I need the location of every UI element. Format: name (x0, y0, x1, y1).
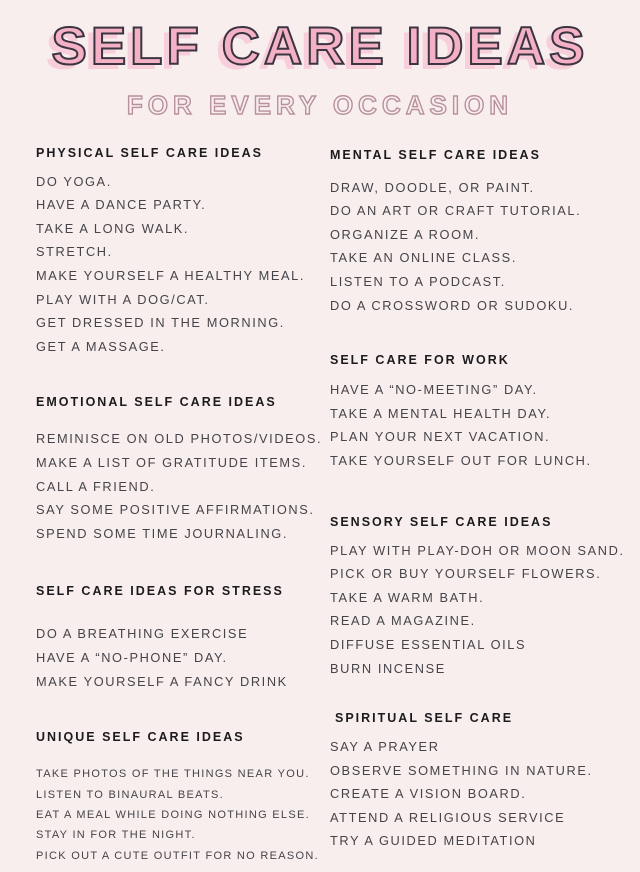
list-item: LISTEN TO BINAURAL BEATS. (36, 788, 224, 801)
page-title: SELF CARE IDEAS (51, 17, 589, 76)
column-left (36, 146, 330, 867)
list-item: TAKE PHOTOS OF THE THINGS NEAR YOU. (36, 768, 310, 781)
columns (0, 146, 640, 867)
section-items (36, 764, 330, 866)
list-item: SAY A PRAYER (330, 739, 440, 755)
section-items (330, 539, 625, 681)
list-item: MAKE A LIST OF GRATITUDE ITEMS. (36, 454, 307, 470)
list-item: HAVE A “NO-PHONE” DAY. (36, 649, 228, 665)
section-title: EMOTIONAL SELF CARE IDEAS (36, 395, 277, 410)
list-item: STRETCH. (36, 244, 113, 260)
list-item: LISTEN TO A PODCAST. (330, 273, 506, 289)
section-items (36, 427, 330, 545)
section (330, 711, 625, 853)
list-item: TAKE A WARM BATH. (330, 589, 485, 605)
section (36, 395, 330, 545)
section (36, 730, 330, 866)
section (36, 584, 330, 693)
list-item: GET A MASSAGE. (36, 338, 166, 354)
section-title: SELF CARE IDEAS FOR STRESS (36, 584, 284, 599)
section-items (330, 735, 625, 853)
list-item: MAKE YOURSELF A FANCY DRINK (36, 673, 288, 689)
section (330, 515, 625, 681)
list-item: TAKE A MENTAL HEALTH DAY. (330, 405, 552, 421)
list-item: DO A BREATHING EXERCISE (36, 626, 249, 642)
list-item: CREATE A VISION BOARD. (330, 786, 527, 802)
section-items (330, 176, 625, 318)
list-item: TAKE YOURSELF OUT FOR LUNCH. (330, 452, 592, 468)
list-item: STAY IN FOR THE NIGHT. (36, 829, 196, 842)
list-item: DO YOGA. (36, 173, 112, 189)
list-item: TAKE AN ONLINE CLASS. (330, 250, 517, 266)
list-item: CALL A FRIEND. (36, 478, 156, 494)
page-subtitle: FOR EVERY OCCASION (126, 90, 514, 121)
list-item: REMINISCE ON OLD PHOTOS/VIDEOS. (36, 431, 323, 447)
list-item: SPEND SOME TIME JOURNALING. (36, 525, 289, 541)
section-items (36, 170, 330, 359)
section-items (330, 378, 625, 472)
list-item: GET DRESSED IN THE MORNING. (36, 315, 285, 331)
list-item: PICK OR BUY YOURSELF FLOWERS. (330, 566, 602, 582)
list-item: MAKE YOURSELF A HEALTHY MEAL. (36, 267, 306, 283)
section-title: SPIRITUAL SELF CARE (335, 711, 514, 726)
list-item: PICK OUT A CUTE OUTFIT FOR NO REASON. (36, 849, 319, 862)
section-items (36, 622, 330, 693)
section (330, 148, 625, 318)
list-item: HAVE A DANCE PARTY. (36, 197, 207, 213)
list-item: TRY A GUIDED MEDITATION (330, 833, 537, 849)
section-title: PHYSICAL SELF CARE IDEAS (36, 145, 263, 160)
list-item: PLAY WITH PLAY-DOH OR MOON SAND. (330, 542, 625, 558)
list-item: DO A CROSSWORD OR SUDOKU. (330, 297, 575, 313)
list-item: DO AN ART OR CRAFT TUTORIAL. (330, 203, 582, 219)
section-title: UNIQUE SELF CARE IDEAS (36, 730, 245, 745)
section (330, 353, 625, 472)
list-item: SAY SOME POSITIVE AFFIRMATIONS. (36, 502, 315, 518)
column-right (330, 146, 625, 853)
section (36, 146, 330, 359)
section-title: SELF CARE FOR WORK (330, 353, 510, 368)
poster (0, 18, 640, 872)
list-item: READ A MAGAZINE. (330, 613, 476, 629)
list-item: OBSERVE SOMETHING IN NATURE. (330, 762, 593, 778)
list-item: BURN INCENSE (330, 660, 446, 676)
section-title: SENSORY SELF CARE IDEAS (330, 514, 553, 529)
list-item: PLAY WITH A DOG/CAT. (36, 291, 210, 307)
list-item: PLAN YOUR NEXT VACATION. (330, 429, 551, 445)
list-item: HAVE A “NO-MEETING” DAY. (330, 382, 538, 398)
list-item: ORGANIZE A ROOM. (330, 226, 481, 242)
list-item: EAT A MEAL WHILE DOING NOTHING ELSE. (36, 808, 310, 821)
list-item: ATTEND A RELIGIOUS SERVICE (330, 809, 566, 825)
list-item: TAKE A LONG WALK. (36, 220, 190, 236)
list-item: DIFFUSE ESSENTIAL OILS (330, 636, 527, 652)
list-item: DRAW, DOODLE, OR PAINT. (330, 179, 535, 195)
section-title: MENTAL SELF CARE IDEAS (330, 147, 541, 162)
